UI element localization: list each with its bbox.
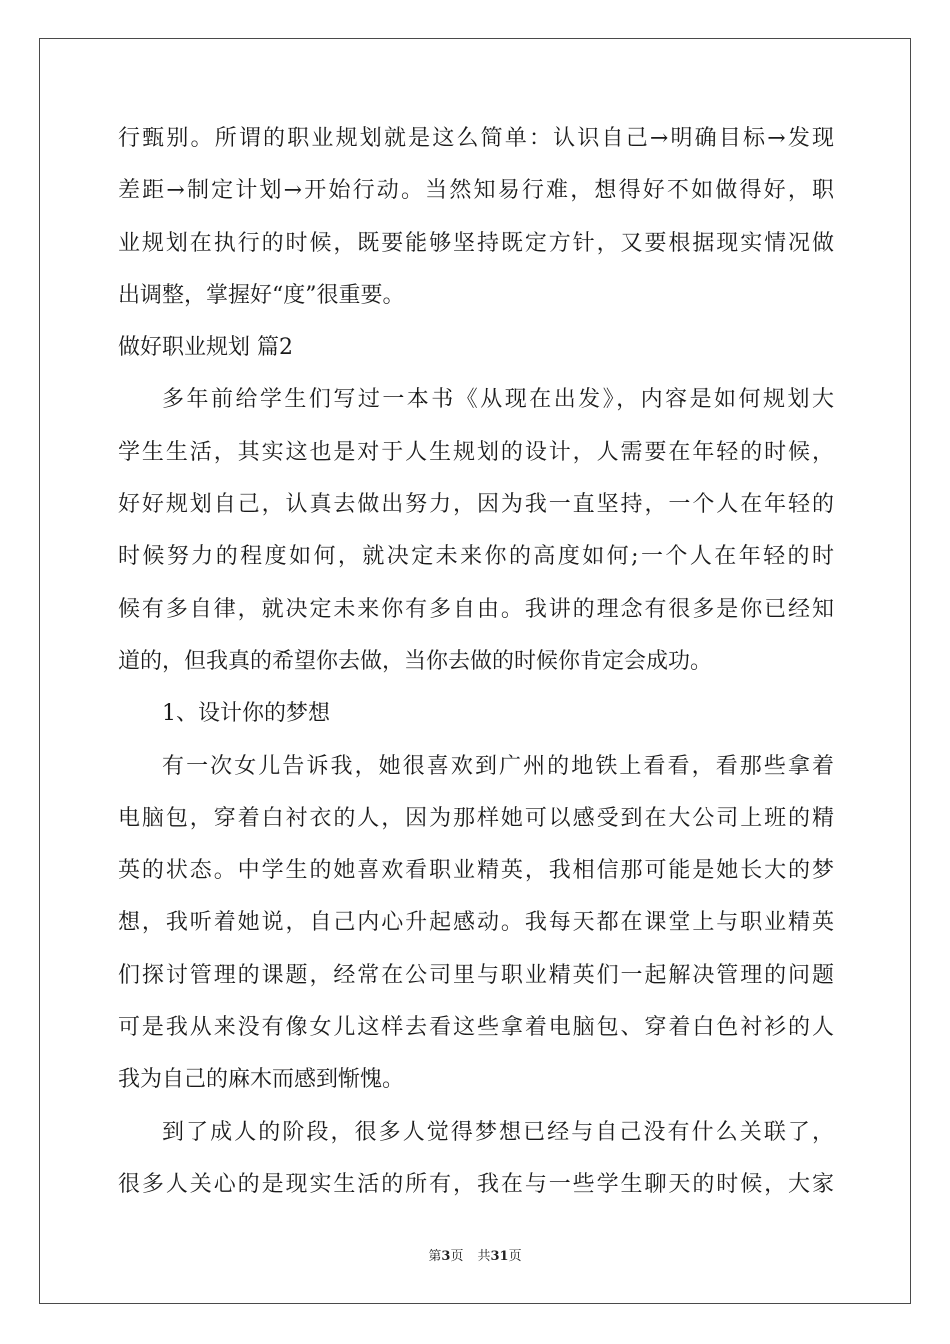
text-line: 英的状态。中学生的她喜欢看职业精英，我相信那可能是她长大的梦 — [118, 858, 834, 884]
text-line: 有一次女儿告诉我，她很喜欢到广州的地铁上看看，看那些拿着 — [162, 753, 834, 779]
page-number: 3 — [441, 1249, 451, 1264]
text-line: 时候努力的程度如何，就决定未来你的高度如何;一个人在年轻的时 — [118, 544, 834, 570]
text-line: 好好规划自己，认真去做出努力，因为我一直坚持，一个人在年轻的 — [118, 492, 834, 518]
text-line: 候有多自律，就决定未来你有多自由。我讲的理念有很多是你已经知 — [118, 596, 834, 622]
text-line: 业规划在执行的时候，既要能够坚持既定方针，又要根据现实情况做 — [118, 230, 834, 256]
total-label-prefix: 共 — [477, 1249, 491, 1264]
text-line: 我为自己的麻木而感到惭愧。 — [118, 1067, 405, 1093]
text-line: 差距→制定计划→开始行动。当然知易行难，想得好不如做得好，职 — [118, 178, 834, 204]
text-line: 道的，但我真的希望你去做，当你去做的时候你肯定会成功。 — [118, 648, 713, 674]
text-line: 出调整，掌握好“度”很重要。 — [118, 282, 405, 308]
text-line: 学生生活，其实这也是对于人生规划的设计，人需要在年轻的时候， — [118, 439, 834, 465]
text-line: 电脑包，穿着白衬衣的人，因为那样她可以感受到在大公司上班的精 — [118, 805, 834, 831]
text-line: 很多人关心的是现实生活的所有，我在与一些学生聊天的时候，大家 — [118, 1171, 834, 1197]
total-pages: 31 — [490, 1249, 509, 1264]
text-line: 做好职业规划 篇2 — [118, 335, 293, 361]
document-body — [118, 128, 834, 1226]
text-line: 们探讨管理的课题，经常在公司里与职业精英们一起解决管理的问题 — [118, 962, 834, 988]
total-label-suffix: 页 — [508, 1249, 522, 1264]
text-line: 想，我听着她说，自己内心升起感动。我每天都在课堂上与职业精英 — [118, 910, 834, 936]
text-line: 1、设计你的梦想 — [162, 701, 330, 727]
page-footer — [0, 1249, 950, 1265]
page-label-suffix: 页 — [450, 1249, 464, 1264]
text-line: 多年前给学生们写过一本书《从现在出发》，内容是如何规划大 — [162, 387, 834, 413]
text-line: 可是我从来没有像女儿这样去看这些拿着电脑包、穿着白色衬衫的人 — [118, 1015, 834, 1041]
text-line: 行甄别。所谓的职业规划就是这么简单：认识自己→明确目标→发现 — [118, 126, 834, 151]
page-label-prefix: 第 — [428, 1249, 442, 1264]
text-line: 到了成人的阶段，很多人觉得梦想已经与自己没有什么关联了， — [162, 1119, 834, 1145]
